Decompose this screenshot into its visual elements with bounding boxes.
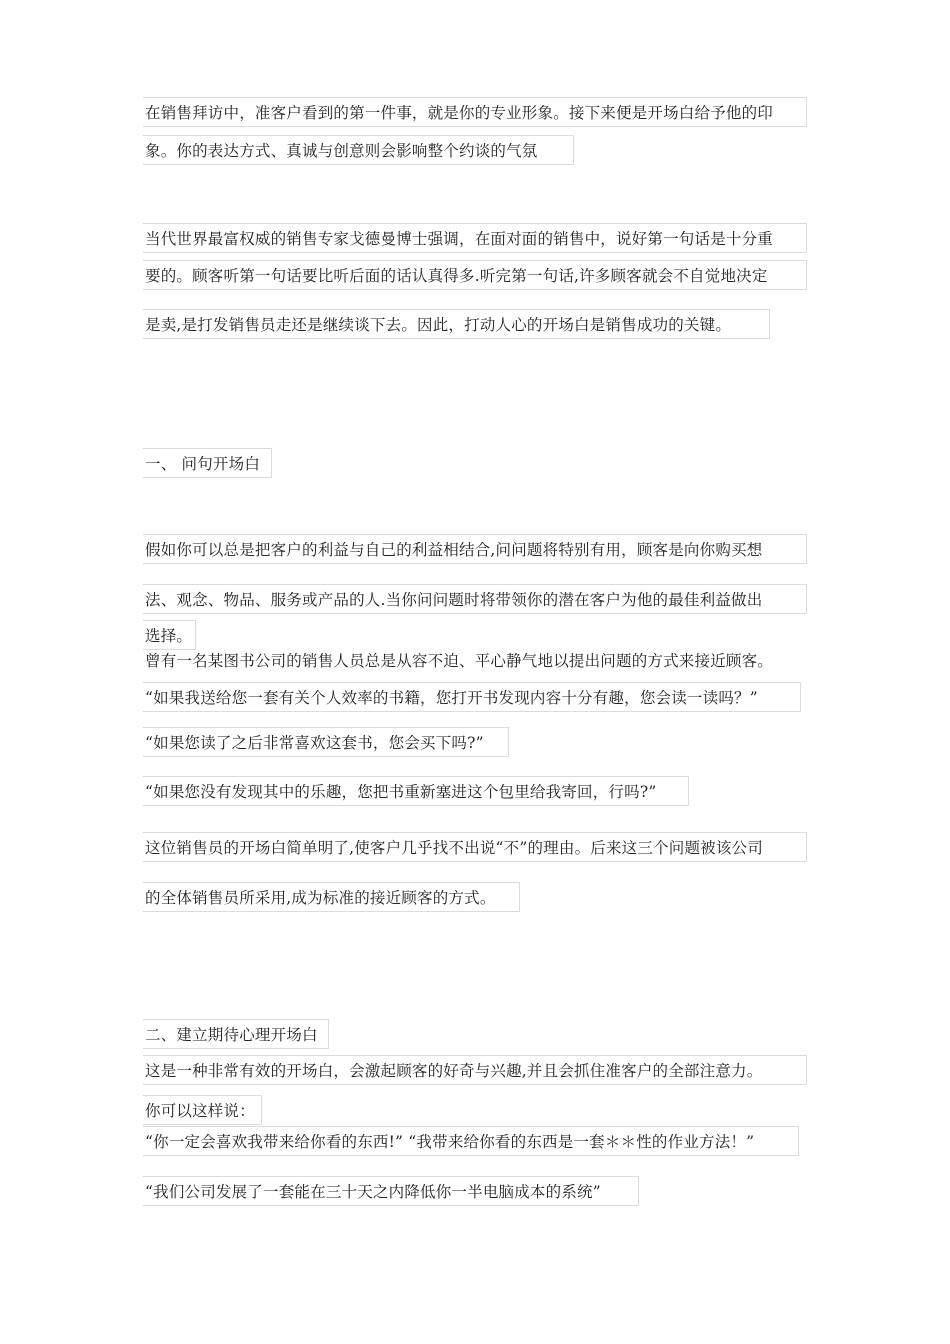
section1-line-3: 选择。 [143, 620, 196, 650]
section1-line-8: 这位销售员的开场白简单明了,使客户几乎找不出说“不”的理由。后来这三个问题被该公司 [143, 832, 807, 862]
para2-line-1: 当代世界最富权威的销售专家戈德曼博士强调，在面对面的销售中，说好第一句话是十分重 [143, 223, 807, 253]
section1-line-2: 法、观念、物品、服务或产品的人.当你问问题时将带领你的潜在客户为他的最佳利益做出 [143, 584, 807, 614]
section1-line-4: 曾有一名某图书公司的销售人员总是从容不迫、平心静气地以提出问题的方式来接近顾客。 [145, 652, 774, 670]
section1-quote-3: “如果您没有发现其中的乐趣，您把书重新塞进这个包里给我寄回，行吗?” [143, 776, 689, 806]
section2-quote-1: “你一定会喜欢我带来给你看的东西!” “我带来给你看的东西是一套＊＊性的作业方法！” [143, 1126, 799, 1156]
section1-heading: 一、 问句开场白 [143, 448, 272, 478]
section2-heading: 二、建立期待心理开场白 [143, 1019, 329, 1049]
section1-line-9: 的全体销售员所采用,成为标准的接近顾客的方式。 [143, 882, 520, 912]
intro-line-1: 在销售拜访中，准客户看到的第一件事，就是你的专业形象。接下来便是开场白给予他的印 [143, 97, 807, 127]
para2-line-2: 要的。顾客听第一句话要比听后面的话认真得多.听完第一句话,许多顾客就会不自觉地决定 [143, 260, 807, 290]
section1-line-1: 假如你可以总是把客户的利益与自己的利益相结合,问问题将特别有用，顾客是向你购买想 [143, 534, 807, 564]
section2-quote-2: “我们公司发展了一套能在三十天之内降低你一半电脑成本的系统” [143, 1176, 639, 1206]
section1-quote-2: “如果您读了之后非常喜欢这套书，您会买下吗?” [143, 727, 509, 757]
para2-line-3: 是卖,是打发销售员走还是继续谈下去。因此，打动人心的开场白是销售成功的关键。 [143, 309, 770, 339]
intro-line-2: 象。你的表达方式、真诚与创意则会影响整个约谈的气氛 [143, 135, 574, 165]
section2-line-2: 你可以这样说： [143, 1095, 262, 1125]
section2-line-1: 这是一种非常有效的开场白，会激起顾客的好奇与兴趣,并且会抓住准客户的全部注意力。 [143, 1055, 807, 1085]
section1-quote-1: “如果我送给您一套有关个人效率的书籍，您打开书发现内容十分有趣，您会读一读吗？” [143, 682, 801, 712]
